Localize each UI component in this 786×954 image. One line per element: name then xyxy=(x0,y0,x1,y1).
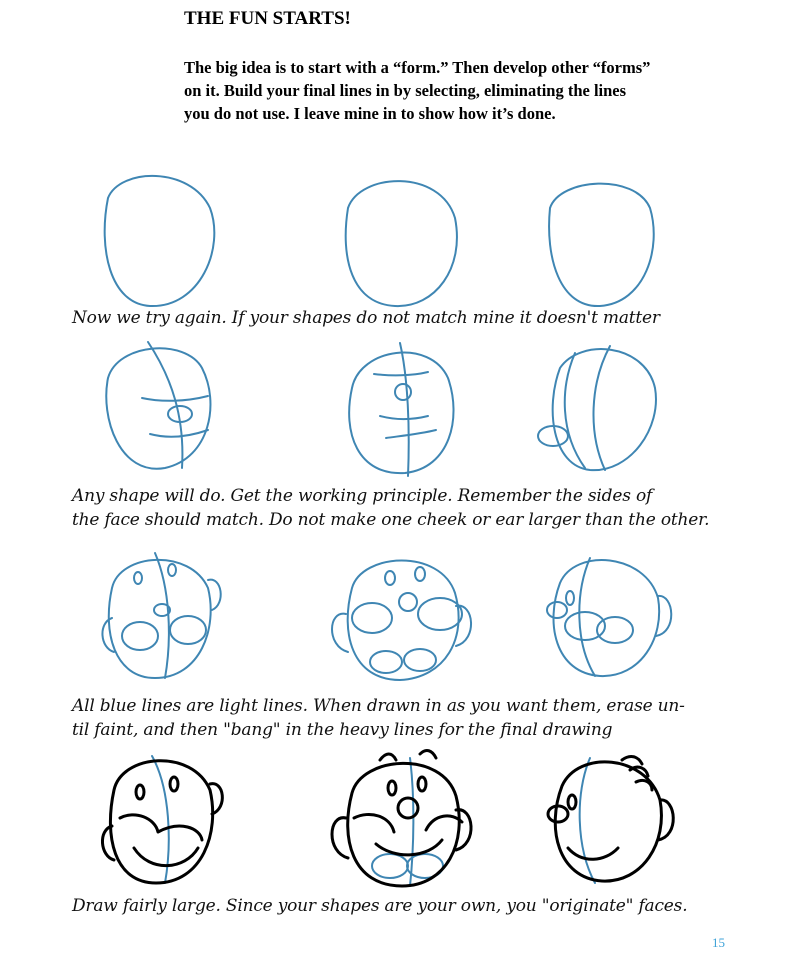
row3-blue-faces xyxy=(90,548,730,688)
row1-oval-forms xyxy=(90,168,730,316)
side-line-3 xyxy=(579,558,595,676)
final-cheeks-1 xyxy=(120,815,202,840)
final-eye-2a xyxy=(388,781,396,795)
head-form-2 xyxy=(349,353,453,474)
final-eye-2b xyxy=(418,777,426,791)
side-line-3 xyxy=(594,346,610,470)
caption-line: All blue lines are light lines. When drawn in as you want them, erase un- xyxy=(72,696,685,716)
caption-row3 xyxy=(72,694,732,742)
caption-line: til faint, and then "bang" in the heavy lines for the final drawing xyxy=(72,720,613,740)
oval-form-3 xyxy=(549,184,654,306)
nose-3 xyxy=(547,602,567,618)
caption-line: the face should match. Do not make one cheek or ear larger than the other. xyxy=(72,510,710,530)
intro-line: on it. Build your final lines in by selecting, eliminating the lines xyxy=(184,81,627,100)
intro-line: you do not use. I leave mine in to show how it’s done. xyxy=(184,104,556,123)
nose-2 xyxy=(399,593,417,611)
face-outline-1 xyxy=(109,560,211,678)
center-line-2 xyxy=(400,343,409,476)
final-nose-2 xyxy=(398,798,418,818)
final-nose-3 xyxy=(548,806,568,822)
center-line-1 xyxy=(148,342,182,468)
page-heading: THE FUN STARTS! xyxy=(184,8,351,29)
caption-row2 xyxy=(72,484,732,532)
head-form-1 xyxy=(106,348,210,468)
ear-2a xyxy=(332,614,348,652)
mouth-line-2 xyxy=(380,416,428,419)
caption-line: Now we try again. If your shapes do not match mine it doesn't matter xyxy=(72,308,660,328)
final-mouth-3 xyxy=(568,848,618,859)
eye-3 xyxy=(566,591,574,605)
final-eye-1a xyxy=(136,785,144,799)
final-hair-3 xyxy=(622,757,652,790)
eye-2b xyxy=(415,567,425,581)
eye-2a xyxy=(385,571,395,585)
final-eye-3 xyxy=(568,795,576,809)
intro-paragraph xyxy=(184,56,744,125)
cheek-2a xyxy=(352,603,392,633)
caption-row4 xyxy=(72,894,732,918)
final-mouth-2 xyxy=(376,840,442,855)
nose-form-3 xyxy=(538,426,568,446)
row4-inked-faces xyxy=(90,748,730,893)
final-mouth-1 xyxy=(134,848,198,866)
cheek-1b xyxy=(170,616,206,644)
cheek-line-2 xyxy=(386,430,436,438)
eye-1a xyxy=(134,572,142,584)
caption-line: Draw fairly large. Since your shapes are your own, you "originate" faces. xyxy=(72,896,688,916)
mouth-line-1 xyxy=(150,430,208,437)
cheek-3b xyxy=(597,617,633,643)
oval-form-2 xyxy=(346,181,457,306)
eye-1b xyxy=(168,564,176,576)
row2-construction-forms xyxy=(90,338,730,478)
final-ear-2a xyxy=(332,818,348,858)
nose-form-2 xyxy=(395,384,411,400)
mouth-form-2b xyxy=(404,649,436,671)
caption-row1 xyxy=(72,306,732,330)
face-outline-2 xyxy=(348,561,459,681)
final-hair-2 xyxy=(380,751,436,760)
intro-line: The big idea is to start with a “form.” Then develop other “forms” xyxy=(184,58,651,77)
final-face-outline-2 xyxy=(348,763,460,886)
profile-line-3 xyxy=(565,353,585,468)
final-eye-1b xyxy=(170,777,178,791)
head-form-3 xyxy=(553,349,656,470)
page-number: 15 xyxy=(712,935,725,950)
mouth-form-2a xyxy=(370,651,402,673)
row4-construction-lines xyxy=(152,756,595,886)
eye-line-2 xyxy=(374,372,428,375)
cheek-1a xyxy=(122,622,158,650)
caption-line: Any shape will do. Get the working principle. Remember the sides of xyxy=(72,486,653,506)
cheek-2b xyxy=(418,598,462,630)
oval-form-1 xyxy=(105,176,215,306)
